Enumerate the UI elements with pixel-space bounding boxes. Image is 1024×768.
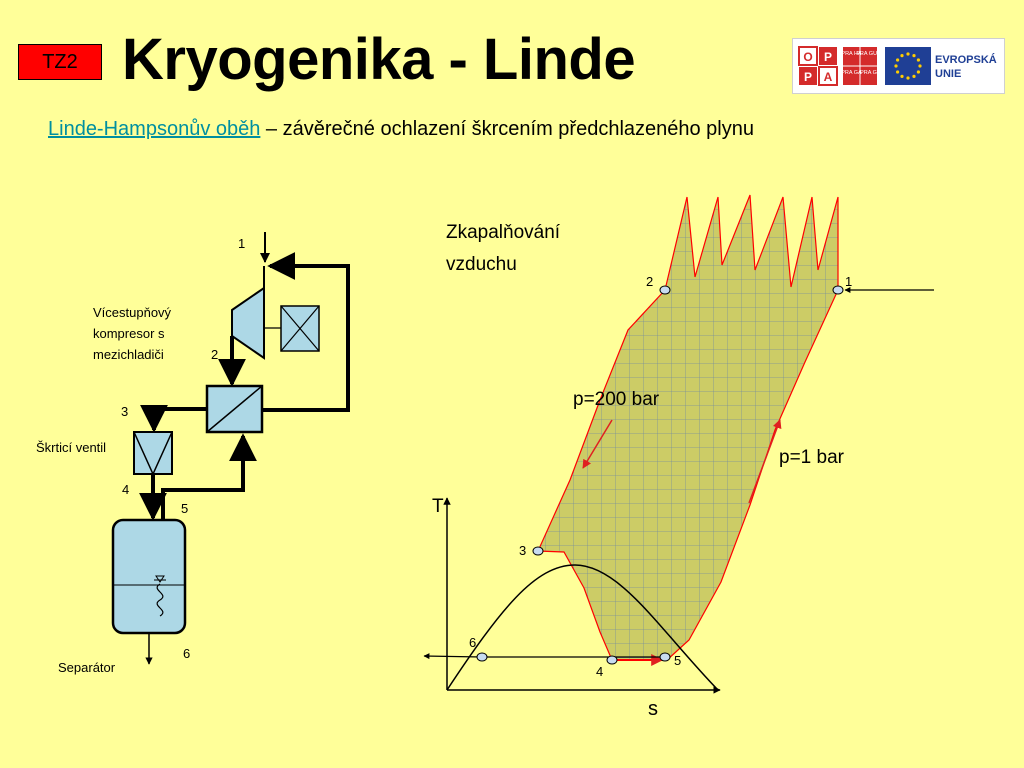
- ts-point-6: 6: [469, 635, 477, 650]
- praha-cell-3: PRA GA: [841, 70, 862, 76]
- praha-cell-2: PRA GUE: [856, 51, 881, 57]
- compressor-label-3: mezichladiči: [93, 347, 164, 362]
- state-marker-4: [607, 656, 617, 664]
- praha-cell-4: PRA G: [860, 70, 877, 76]
- state-marker-2: [660, 286, 670, 294]
- low-pressure-label: p=1 bar: [779, 447, 844, 468]
- ts-title-2: vzduchu: [446, 254, 517, 275]
- compressor-icon: [232, 288, 264, 358]
- state-marker-3: [533, 547, 543, 555]
- t-axis-label: T: [432, 496, 444, 517]
- praha-cell-1: PRA HA: [841, 51, 862, 57]
- liquid-out-arrow: [424, 656, 482, 657]
- ts-diagram: [424, 195, 934, 720]
- slide-tag: TZ2: [18, 44, 102, 80]
- eu-text-1: EVROPSKÁ: [935, 54, 997, 66]
- scheme-point-6: 6: [183, 646, 191, 661]
- state-marker-6: [477, 653, 487, 661]
- oppa-letter-p2: P: [803, 70, 813, 84]
- scheme-point-4: 4: [122, 482, 130, 497]
- state-marker-5: [660, 653, 670, 661]
- subtitle-text: – závěrečné ochlazení škrcením předchlazeného plynu: [260, 118, 754, 140]
- slide-title: Kryogenika - Linde: [122, 27, 636, 92]
- ts-point-1: 1: [845, 274, 853, 289]
- high-pressure-label: p=200 bar: [573, 389, 660, 410]
- ts-point-5: 5: [674, 653, 682, 668]
- ts-point-2: 2: [646, 274, 654, 289]
- oppa-letter-p1: P: [823, 50, 833, 64]
- oppa-letter-a: A: [823, 70, 833, 84]
- ts-title-1: Zkapalňování: [446, 222, 561, 243]
- s-axis-label: s: [648, 698, 658, 720]
- oppa-letter-o: O: [803, 50, 813, 64]
- separator-label: Separátor: [58, 660, 116, 675]
- compressor-label-2: kompresor s: [93, 326, 165, 341]
- scheme-point-1: 1: [238, 236, 246, 251]
- throttle-valve-icon: [134, 432, 172, 474]
- ts-point-4: 4: [596, 664, 604, 679]
- linde-hampson-link[interactable]: Linde-Hampsonův oběh: [48, 118, 261, 140]
- separator-tank-icon: [113, 520, 185, 633]
- compressor-label-1: Vícestupňový: [93, 305, 172, 320]
- scheme-point-2: 2: [211, 347, 219, 362]
- state-marker-1: [833, 286, 843, 294]
- valve-label: Škrticí ventil: [36, 440, 107, 455]
- ts-point-3: 3: [519, 543, 527, 558]
- cycle-area: [538, 195, 838, 660]
- eu-text-2: UNIE: [935, 68, 962, 80]
- process-scheme: [36, 232, 348, 675]
- scheme-point-5: 5: [181, 501, 189, 516]
- scheme-point-3: 3: [121, 404, 129, 419]
